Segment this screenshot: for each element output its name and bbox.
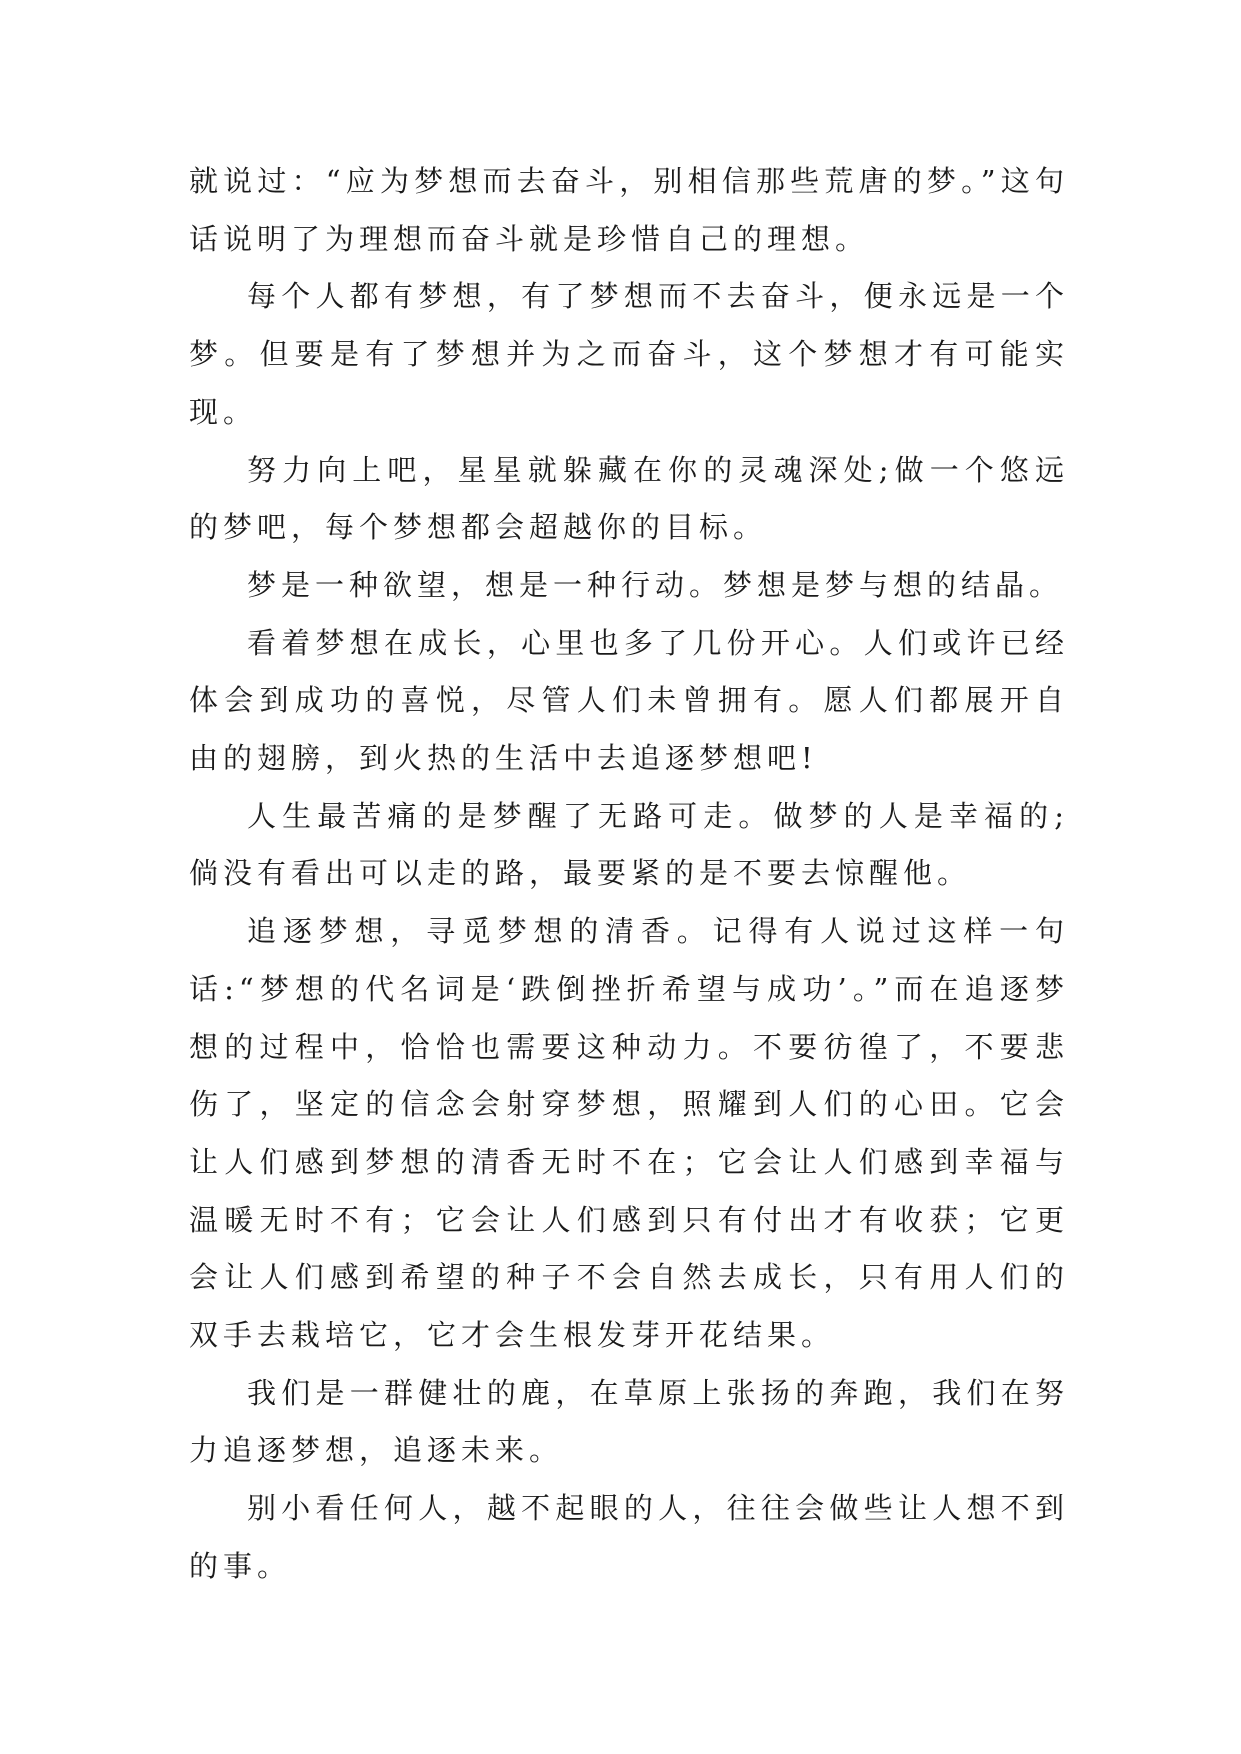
paragraph: 追逐梦想，寻觅梦想的清香。记得有人说过这样一句话:“梦想的代名词是‘跌倒挫折希望与成功’。”而在追逐梦想的过程中，恰恰也需要这种动力。不要彷徨了，不要悲伤了，坚定的信念会射穿梦想，照耀到人们的心田。它会让人们感到梦想的清香无时不在；它会让人们感到幸福与温暖无时不有；它会让人们感到只有付出才有收获；它更会让人们感到希望的种子不会自然去成长，只有用人们的双手去栽培它，它才会生根发芽开花结果。 bbox=[189, 914, 1069, 1353]
paragraph: 我们是一群健壮的鹿，在草原上张扬的奔跑，我们在努力追逐梦想，追逐未来。 bbox=[189, 1375, 1069, 1468]
document-body bbox=[189, 153, 1069, 1596]
paragraph: 努力向上吧，星星就躲藏在你的灵魂深处;做一个悠远的梦吧，每个梦想都会超越你的目标。 bbox=[189, 452, 1069, 545]
paragraph: 人生最苦痛的是梦醒了无路可走。做梦的人是幸福的;倘没有看出可以走的路，最要紧的是不要去惊醒他。 bbox=[189, 798, 1069, 891]
paragraph: 就说过：“应为梦想而去奋斗，别相信那些荒唐的梦。”这句话说明了为理想而奋斗就是珍惜自己的理想。 bbox=[189, 164, 1069, 256]
paragraph: 别小看任何人，越不起眼的人，往往会做些让人想不到的事。 bbox=[189, 1491, 1069, 1583]
paragraph: 每个人都有梦想，有了梦想而不去奋斗，便永远是一个梦。但要是有了梦想并为之而奋斗，这个梦想才有可能实现。 bbox=[189, 279, 1069, 429]
paragraph: 梦是一种欲望，想是一种行动。梦想是梦与想的结晶。 bbox=[247, 567, 1064, 602]
paragraph: 看着梦想在成长，心里也多了几份开心。人们或许已经体会到成功的喜悦，尽管人们未曾拥有。愿人们都展开自由的翅膀，到火热的生活中去追逐梦想吧! bbox=[189, 625, 1069, 776]
